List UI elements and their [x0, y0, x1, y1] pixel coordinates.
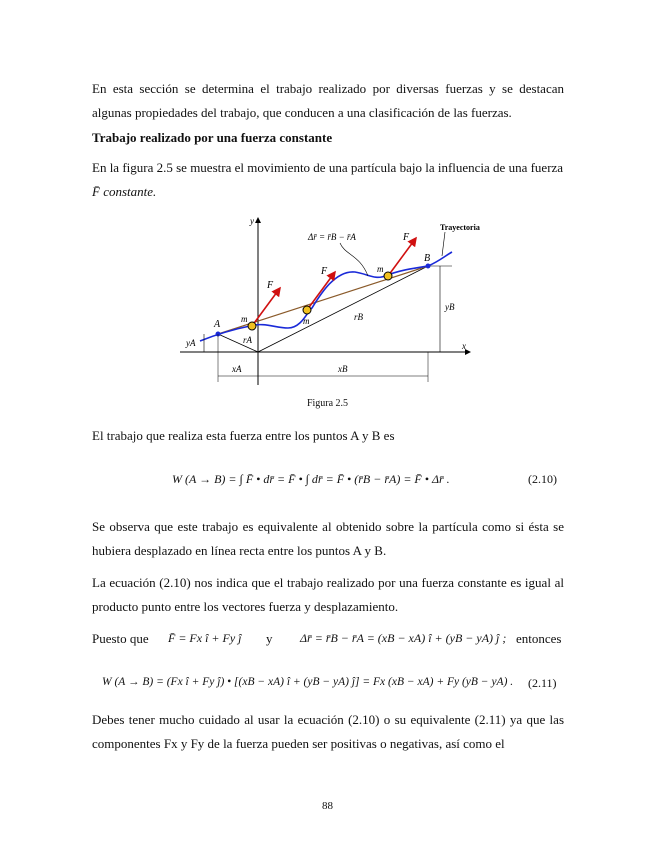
mass-3 [384, 272, 392, 280]
force-label-3: F [403, 232, 410, 243]
equation-2-10-number: (2.10) [528, 472, 557, 486]
y-axis-label: y [250, 216, 254, 226]
rb-vector [258, 266, 428, 352]
section-heading: Trabajo realizado por una fuerza constante [92, 130, 333, 145]
delta-r-pointer [340, 243, 368, 276]
entonces-text: entonces [516, 631, 562, 646]
rb-label: rB [354, 312, 363, 322]
mass-label-1: m [241, 314, 248, 324]
equivalence-paragraph: Se observa que este trabajo es equivalente al obtenido sobre la partícula como si ésta se hubiera desplazado en línea recta entre los puntos A y B. [92, 519, 564, 558]
ya-label: yA [186, 338, 196, 348]
care-paragraph: Debes tener mucho cuidado al usar la ecuación (2.10) o su equivalente (2.11) ya que las componentes Fx y Fy de la fuerza pueden ser positivas o negativas, así como el [92, 712, 564, 751]
force-arrow-2 [307, 272, 335, 310]
equation-2-11-number: (2.11) [528, 676, 557, 690]
x-axis-label: x [462, 341, 466, 351]
force-label-1: F [267, 280, 274, 291]
mass-label-2: m [303, 316, 310, 326]
intro-paragraph: En esta sección se determina el trabajo realizado por diversas fuerzas y se destacan algunas propiedades del trabajo, que conducen a una clasificación de las fuerzas. [92, 81, 564, 120]
figure-intro-tail: F̄ constante. [92, 184, 157, 199]
figure-intro-paragraph [92, 156, 564, 204]
figure-2-5 [170, 210, 490, 390]
equation-reference-paragraph: La ecuación (2.10) nos indica que el trabajo realizado por una fuerza constante es igual al producto punto entre los vectores fuerza y desplazamiento. [92, 575, 564, 614]
ra-vector [218, 334, 258, 352]
page-number: 88 [322, 800, 333, 812]
point-b-label: B [424, 253, 431, 264]
yb-label: yB [445, 302, 455, 312]
mass-1 [248, 322, 256, 330]
and-word: y [266, 631, 273, 646]
equation-2-10: W (A → B) = ∫ F̄ • dr̄ = F̄ • ∫ dr̄ = F̄ • (r̄B − r̄A) = F̄ • Δr̄ . [172, 472, 450, 486]
work-paragraph: El trabajo que realiza esta fuerza entre los puntos A y B es [92, 428, 395, 443]
ra-label: rA [243, 335, 252, 345]
force-arrow-1 [252, 288, 280, 326]
mass-label-3: m [377, 264, 384, 274]
trajectory-pointer [442, 232, 445, 256]
point-b-marker [426, 264, 431, 269]
point-a-label: A [214, 319, 221, 330]
delta-r-label: Δr̄ = r̄B − r̄A [308, 232, 356, 242]
displacement-equation: Δr̄ = r̄B − r̄A = (xB − xA) î + (yB − yA) ĵ ; [300, 631, 507, 645]
figure-intro-text: En la figura 2.5 se muestra el movimiento de una partícula bajo la influencia de una fuerza [92, 160, 564, 175]
figure-caption: Figura 2.5 [306, 398, 349, 409]
xa-label: xA [232, 364, 242, 374]
force-equation: F̄ = Fx î + Fy ĵ [168, 631, 242, 645]
xb-label: xB [338, 364, 348, 374]
force-label-2: F [321, 266, 328, 277]
mass-2 [303, 306, 311, 314]
trajectory-label: Trayectoria [440, 223, 480, 232]
puesto-que-text: Puesto que [92, 631, 149, 646]
equation-2-11: W (A → B) = (Fx î + Fy ĵ) • [(xB − xA) î + (yB − yA) ĵ] = Fx (xB − xA) + Fy (yB − yA) . [102, 676, 514, 688]
